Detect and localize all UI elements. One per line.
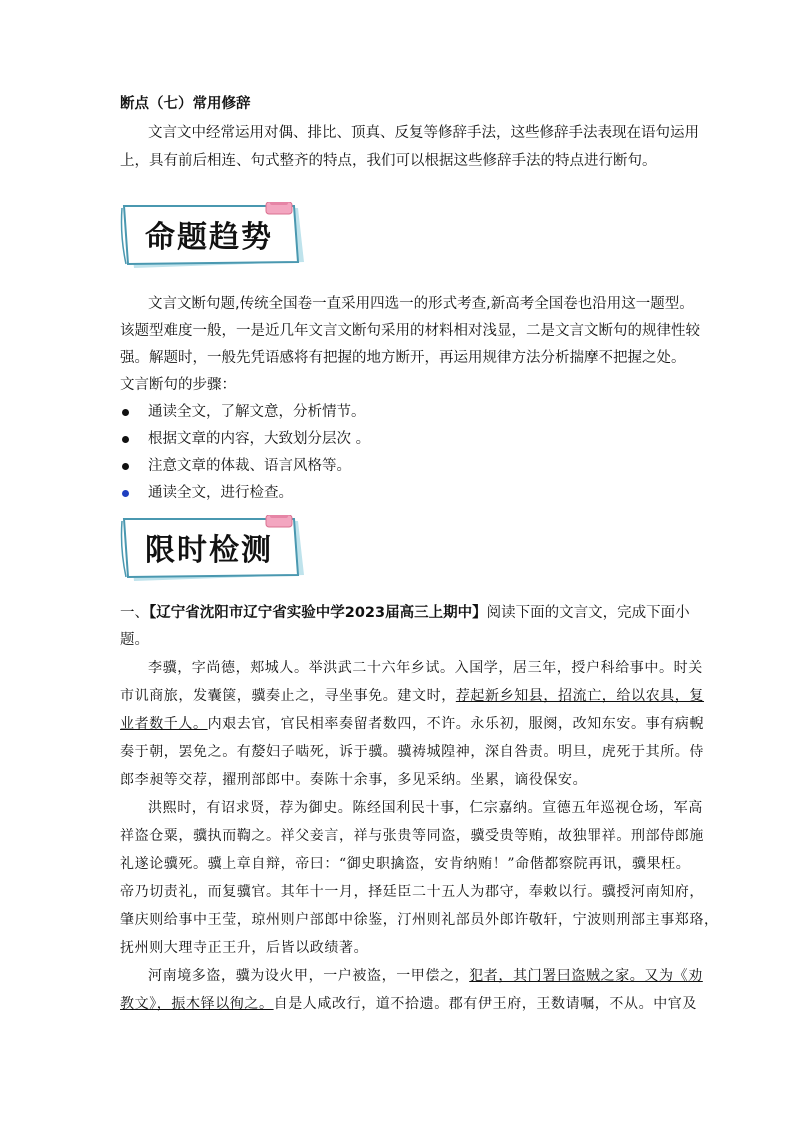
bullet-icon (122, 490, 129, 497)
passage-text: 市讥商旅，发囊箧，骥奏止之，寻坐事免。建文时， (120, 688, 456, 704)
passage-line (120, 686, 704, 706)
passage-line (148, 966, 703, 986)
bullet-icon (122, 436, 129, 443)
trend-line-3: 强。解题时，一般先凭语感将有把握的地方断开，再运用规律方法分析揣摩不把握之处。 (120, 350, 686, 366)
question-prompt: 阅读下面的文言文，完成下面小 (486, 605, 690, 621)
bullet-icon (122, 463, 129, 470)
question-prompt-cont: 题。 (120, 632, 149, 648)
passage-line: 祥盗仓粟，骥执而鞫之。祥父妾言，祥与张贵等同盗，骥受贵等贿，故独罪祥。刑部侍郎施 (120, 828, 704, 844)
trend-line-2: 该题型难度一般，一是近几年文言文断句采用的材料相对浅显，二是文言文断句的规律性较 (120, 323, 700, 339)
step-item-2: 根据文章的内容，大致划分层次 。 (148, 431, 371, 447)
step-item-3: 注意文章的体裁、语言风格等。 (148, 458, 351, 474)
underlined-text: 荐起新乡知县，招流亡，给以农具，复 (455, 688, 705, 704)
passage-line (120, 714, 704, 734)
passage-line: 礼遂论骥死。骥上章自辩，帝曰：“御史职擒盗，安肯纳贿！”命偕都察院再讯，骥果枉。 (120, 856, 691, 872)
banner-trend (120, 202, 316, 274)
intro-line-2: 上，具有前后相连、句式整齐的特点，我们可以根据这些修辞手法的特点进行断句。 (120, 153, 657, 169)
intro-line-1: 文言文中经常运用对偶、排比、顶真、反复等修辞手法，这些修辞手法表现在语句运用 (148, 125, 699, 141)
passage-text: 河南境多盗，骥为设火甲，一户被盗，一甲偿之， (148, 968, 470, 984)
passage-line (120, 994, 697, 1014)
passage-line: 郎李昶等交荐，擢刑部郎中。奏陈十余事，多见采纳。坐累，谪役保安。 (120, 772, 588, 788)
trend-line-4: 文言断句的步骤： (120, 377, 236, 393)
passage-text: 内艰去官，官民相率奏留者数四，不许。永乐初，服阕，改知东安。事有病輗 (207, 716, 705, 732)
step-item-1: 通读全文，了解文意，分析情节。 (148, 404, 366, 420)
trend-line-1: 文言文断句题,传统全国卷一直采用四选一的形式考查,新高考全国卷也沿用这一题型。 (148, 296, 694, 312)
banner-test-title: 限时检测 (145, 533, 273, 568)
passage-text: 自是人咸改行，道不拾遗。郡有伊王府，王数请嘱，不从。中官及 (273, 996, 698, 1012)
underlined-text: 教文》，振木铎以徇之。 (120, 996, 274, 1012)
question-number: 一、 (120, 605, 149, 621)
passage-line: 洪熙时，有诏求贤，荐为御史。陈经国利民十事，仁宗嘉纳。宣德五年巡视仓场，军高 (148, 800, 703, 816)
passage-line: 帝乃切责礼，而复骥官。其年十一月，择廷臣二十五人为郡守，奉敕以行。骥授河南知府， (120, 884, 704, 900)
section-title: 断点（七）常用修辞 (120, 96, 251, 112)
underlined-text: 犯者，其门署曰盗贼之家。又为《劝 (469, 968, 703, 984)
passage-line: 抚州则大理寺正王升，后皆以政绩著。 (120, 940, 369, 956)
passage-line: 李骥，字尚德，郏城人。举洪武二十六年乡试。入国学，居三年，授户科给事中。时关 (148, 660, 703, 676)
banner-trend-title: 命题趋势 (145, 220, 273, 255)
question-heading (120, 603, 690, 623)
passage-line: 肇庆则给事中王莹，琼州则户部郎中徐鉴，汀州则礼部员外郎许敬轩，宁波则刑部主事郑珞， (120, 912, 719, 928)
passage-line: 奏于朝，罢免之。有嫠妇子啮死，诉于骥。骥祷城隍神，深自咎责。明旦，虎死于其所。侍 (120, 744, 704, 760)
underlined-text: 业者数千人。 (120, 716, 208, 732)
question-source: 【辽宁省沈阳市辽宁省实验中学2023届高三上期中】 (149, 605, 487, 621)
bullet-icon (122, 409, 129, 416)
banner-test (120, 515, 316, 587)
step-item-4: 通读全文，进行检查。 (148, 485, 293, 501)
